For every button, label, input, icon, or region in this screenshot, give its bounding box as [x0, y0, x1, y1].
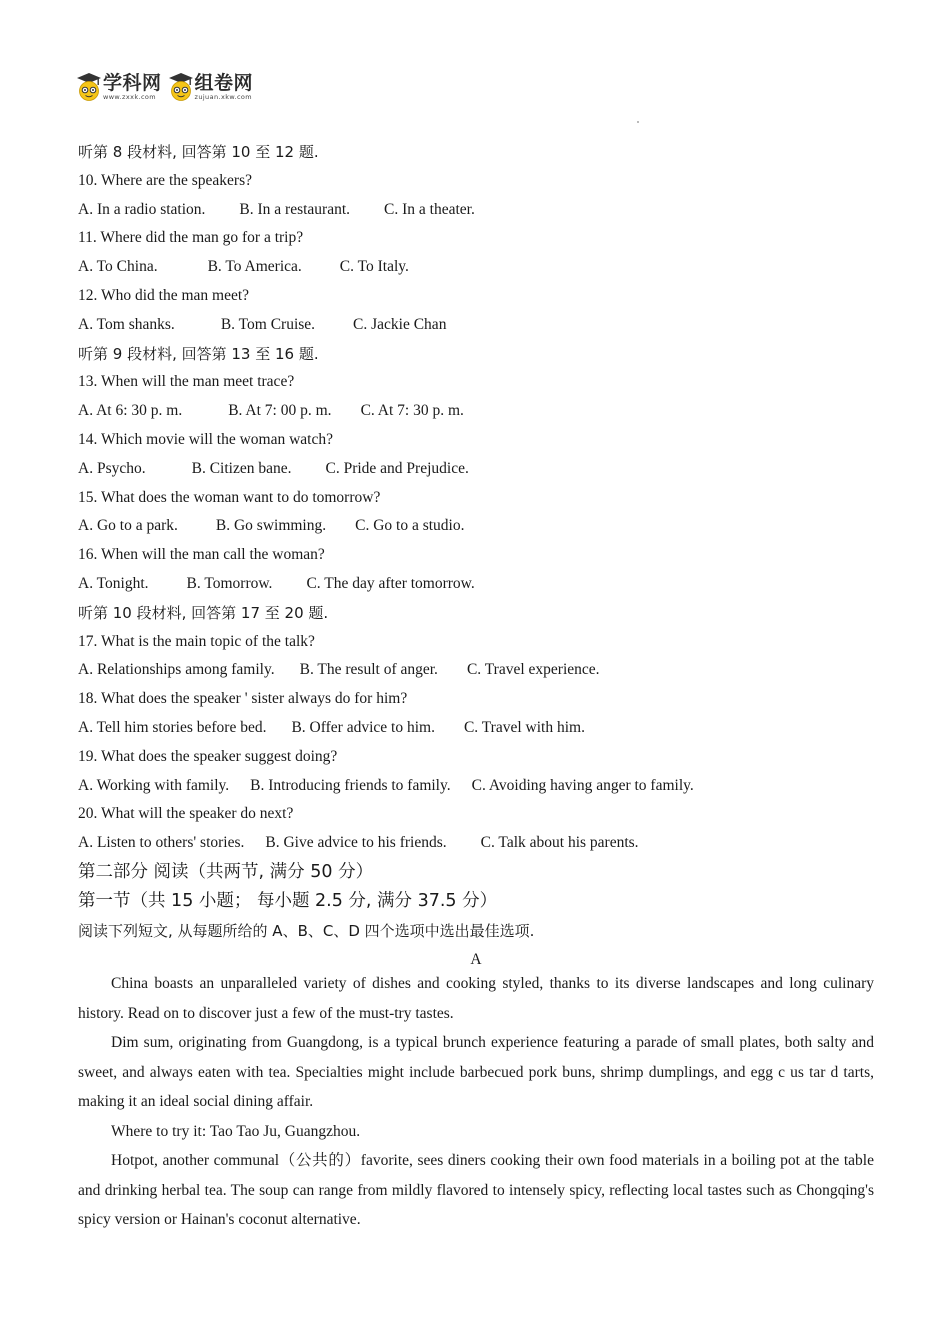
- answer-option: C. Pride and Prejudice.: [325, 459, 469, 477]
- answer-option: B. At 7: 00 p. m.: [228, 402, 332, 420]
- answer-option: C. At 7: 30 p. m.: [360, 402, 464, 420]
- question-text: 20. What will the speaker do next?: [78, 805, 294, 823]
- listening-heading: 听第 9 段材料, 回答第 13 至 16 题.: [78, 344, 319, 363]
- mortarboard-face-icon: [168, 72, 194, 102]
- answer-option: B. To America.: [207, 258, 302, 276]
- question-text: 18. What does the speaker ' sister always do for him?: [78, 690, 408, 708]
- question-list: [78, 138, 878, 975]
- answer-option: A. Tom shanks.: [78, 315, 175, 333]
- answer-option: A. To China.: [78, 258, 158, 276]
- paragraph: [78, 969, 874, 1028]
- answer-option: C. In a theater.: [384, 200, 475, 218]
- question-text: 19. What does the speaker suggest doing?: [78, 747, 338, 765]
- logo-title: 组卷网: [194, 72, 254, 94]
- answer-option: A. Tonight.: [78, 574, 149, 592]
- answer-options: [78, 397, 878, 426]
- passage-label: A: [470, 950, 482, 968]
- question-text: 17. What is the main topic of the talk?: [78, 632, 315, 650]
- answer-option: C. Go to a studio.: [355, 517, 465, 535]
- answer-option: A. In a radio station.: [78, 200, 206, 218]
- header-logos: [76, 70, 259, 104]
- answer-option: C. Travel with him.: [463, 718, 585, 736]
- answer-option: C. Talk about his parents.: [480, 834, 639, 852]
- instructions: 阅读下列短文, 从每题所给的 A、B、C、D 四个选项中选出最佳选项.: [78, 921, 535, 940]
- answer-options: [78, 455, 878, 484]
- question-text: 11. Where did the man go for a trip?: [78, 229, 304, 247]
- paragraph-text: Where to try it: Tao Tao Ju, Guangzhou.: [111, 1123, 361, 1140]
- question-text: 10. Where are the speakers?: [78, 171, 252, 189]
- answer-options: [78, 196, 878, 225]
- listening-heading: 听第 10 段材料, 回答第 17 至 20 题.: [78, 603, 329, 622]
- answer-option: B. Tom Cruise.: [220, 315, 316, 333]
- section-title: 第一节（共 15 小题； 每小题 2.5 分, 满分 37.5 分）: [78, 891, 498, 912]
- scan-dot: [637, 121, 639, 123]
- paragraph-text: China boasts an unparalleled variety of dishes and cooking styled, thanks to its diverse landscapes and long culinary history. Read on to discover just a few of the must-try tastes.: [78, 975, 874, 1022]
- question-text: 15. What does the woman want to do tomorrow?: [78, 488, 381, 506]
- answer-options: [78, 311, 878, 340]
- answer-option: A. At 6: 30 p. m.: [78, 402, 183, 420]
- zxxk-logo: [76, 72, 162, 102]
- answer-option: B. The result of anger.: [299, 661, 438, 679]
- answer-option: A. Working with family.: [78, 776, 230, 794]
- logo-url: zujuan.xkw.com: [194, 93, 253, 101]
- answer-option: C. Jackie Chan: [353, 315, 447, 333]
- answer-options: [78, 253, 878, 282]
- answer-options: [78, 656, 878, 685]
- answer-options: [78, 570, 878, 599]
- answer-option: B. Give advice to his friends.: [265, 834, 447, 852]
- logo-title: 学科网: [103, 72, 162, 94]
- answer-option: C. To Italy.: [339, 258, 409, 276]
- section-title: 第二部分 阅读（共两节, 满分 50 分）: [78, 861, 374, 882]
- answer-option: A. Go to a park.: [78, 517, 178, 535]
- answer-option: B. In a restaurant.: [239, 200, 351, 218]
- answer-option: A. Listen to others' stories.: [78, 834, 245, 852]
- answer-option: B. Introducing friends to family.: [250, 776, 451, 794]
- mortarboard-face-icon: [76, 72, 102, 102]
- paragraph-text: Dim sum, originating from Guangdong, is a typical brunch experience featuring a parade of small plates, both salty and sweet, and always eaten with tea. Specialties might include barbecued pork buns, shrimp dumplings, and egg c us tar d tarts, making it an ideal social dining affair.: [78, 1034, 874, 1111]
- listening-heading: 听第 8 段材料, 回答第 10 至 12 题.: [78, 143, 319, 161]
- answer-option: B. Go swimming.: [215, 517, 327, 535]
- answer-option: C. Travel experience.: [466, 661, 600, 679]
- paragraph: [78, 1028, 874, 1117]
- answer-options: [78, 829, 878, 858]
- paragraph: [78, 1117, 874, 1147]
- answer-options: [78, 772, 878, 801]
- answer-option: A. Psycho.: [78, 459, 146, 477]
- answer-option: A. Relationships among family.: [78, 661, 275, 679]
- answer-options: [78, 714, 878, 743]
- question-text: 14. Which movie will the woman watch?: [78, 430, 333, 448]
- answer-option: B. Citizen bane.: [191, 459, 292, 477]
- logo-url: www.zxxk.com: [103, 93, 157, 101]
- paragraph-text: Hotpot, another communal（公共的）favorite, sees diners cooking their own food materials in a boiling pot at the table and drinking herbal tea. The soup can range from mildly flavored to intensely spicy, reflecting local tastes such as Chongqing's spicy version or Hainan's coconut alternative.: [78, 1152, 874, 1229]
- answer-option: A. Tell him stories before bed.: [78, 718, 267, 736]
- question-text: 16. When will the man call the woman?: [78, 546, 325, 564]
- zujuan-logo: [168, 72, 254, 102]
- question-text: 12. Who did the man meet?: [78, 286, 250, 304]
- answer-option: B. Tomorrow.: [186, 574, 273, 592]
- paragraph: [78, 1146, 874, 1235]
- answer-option: B. Offer advice to him.: [291, 718, 435, 736]
- answer-options: [78, 512, 878, 541]
- question-text: 13. When will the man meet trace?: [78, 373, 295, 391]
- answer-option: C. The day after tomorrow.: [306, 574, 475, 592]
- answer-option: C. Avoiding having anger to family.: [471, 776, 694, 794]
